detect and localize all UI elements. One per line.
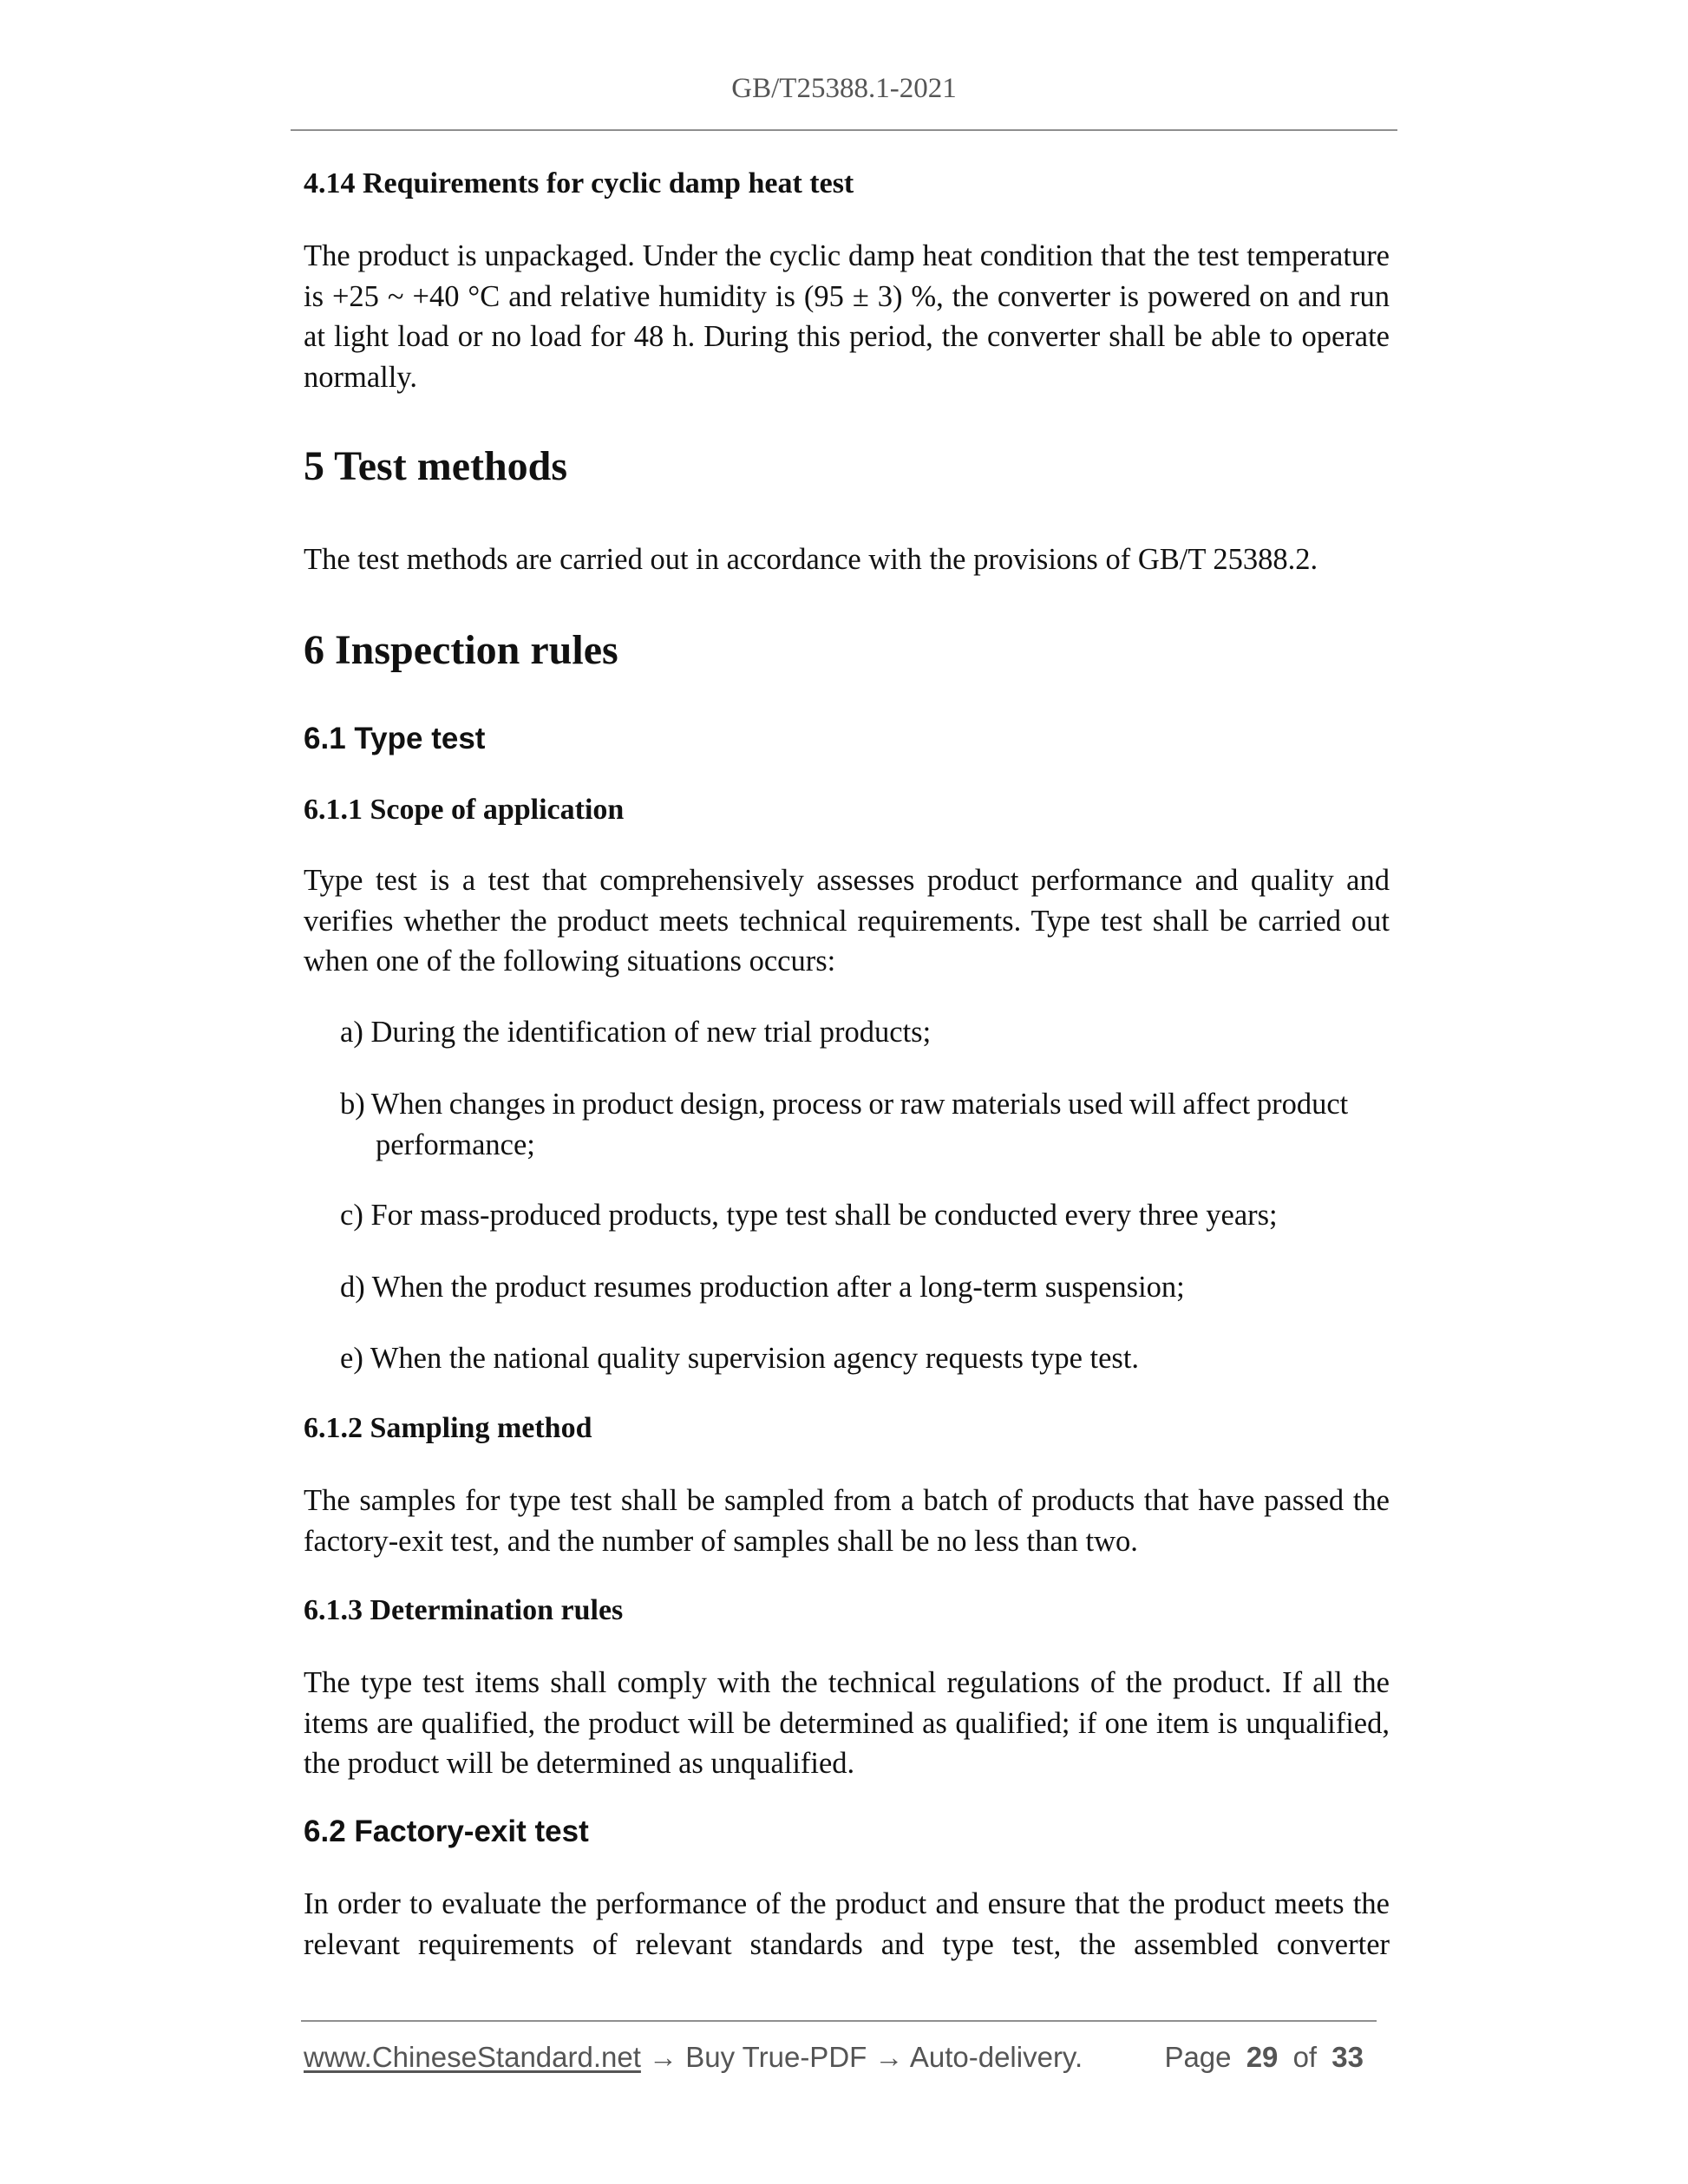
paragraph-5: The test methods are carried out in accordance with the provisions of GB/T 25388.2.: [304, 543, 1318, 576]
paragraph-4-14: The product is unpackaged. Under the cyclic damp heat condition that the test temperature is +25 ~ +40 °C and relative humidity is (95 ± 3) %, the converter is powered on and run at light load or no load for 48 h. During this period, the converter shall be able to operate normally.: [304, 239, 1390, 394]
page-of: of: [1292, 2041, 1318, 2073]
chinesestandard-link[interactable]: www.ChineseStandard.net: [304, 2041, 641, 2073]
footer-buy-text: Buy True-PDF: [685, 2041, 867, 2073]
heading-6-1-type-test: 6.1 Type test: [304, 722, 486, 755]
heading-5-test-methods: 5 Test methods: [304, 443, 568, 489]
list-item-a: [340, 1012, 1390, 1053]
page-current: 29: [1246, 2041, 1279, 2073]
paragraph-6-2: In order to evaluate the performance of the product and ensure that the product meets the relevant requirements of relevant standards and type test, the assembled converter: [304, 1887, 1390, 1961]
heading-6-inspection-rules: 6 Inspection rules: [304, 627, 618, 673]
list-item-label: d): [340, 1271, 365, 1304]
list-item-text: When the product resumes production after a long-term suspension;: [371, 1271, 1185, 1304]
heading-6-1-2: 6.1.2 Sampling method: [304, 1412, 592, 1444]
footer: [304, 2041, 1379, 2074]
list-item-b: [340, 1084, 1390, 1165]
list-item-c: [340, 1195, 1390, 1236]
page-total: 33: [1331, 2041, 1364, 2073]
list-item-text: When changes in product design, process or raw materials used will affect product: [370, 1088, 1349, 1121]
list-item-label: c): [340, 1199, 363, 1232]
list-item-continuation: performance;: [376, 1128, 535, 1161]
arrow-right-icon: →: [874, 2041, 904, 2073]
page-indicator: [1164, 2041, 1364, 2074]
heading-6-2-factory-exit-test: 6.2 Factory-exit test: [304, 1815, 589, 1848]
paragraph-6-1-3: The type test items shall comply with the technical regulations of the product. If all the items are qualified, the product will be determined as qualified; if one item is unqualified, the product will be determined as unqualified.: [304, 1666, 1390, 1780]
list-item-text: During the identification of new trial products;: [370, 1016, 932, 1049]
page-label: Page: [1164, 2041, 1232, 2073]
list-item-label: a): [340, 1016, 363, 1049]
heading-4-14: 4.14 Requirements for cyclic damp heat test: [304, 167, 854, 199]
heading-6-1-1: 6.1.1 Scope of application: [304, 794, 625, 826]
list-item-label: e): [340, 1342, 363, 1375]
paragraph-6-1-1: Type test is a test that comprehensively assesses product performance and quality and verifies whether the product meets technical requirements. Type test shall be carried out when one of the following situations occurs:: [304, 864, 1390, 978]
list-item-text: When the national quality supervision agency requests type test.: [370, 1342, 1140, 1375]
list-item-e: [340, 1338, 1390, 1379]
footer-delivery-text: Auto-delivery.: [909, 2041, 1083, 2073]
header-divider: [291, 129, 1397, 131]
list-item-text: For mass-produced products, type test shall be conducted every three years;: [370, 1199, 1278, 1232]
paragraph-6-1-2: The samples for type test shall be sampled from a batch of products that have passed the factory-exit test, and the number of samples shall be no less than two.: [304, 1484, 1390, 1558]
arrow-right-icon: →: [649, 2041, 678, 2073]
footer-divider: [301, 2020, 1377, 2022]
list-item-label: b): [340, 1088, 365, 1121]
heading-6-1-3: 6.1.3 Determination rules: [304, 1594, 624, 1626]
document-code-header: GB/T25388.1-2021: [731, 73, 957, 104]
list-item-d: [340, 1267, 1390, 1308]
